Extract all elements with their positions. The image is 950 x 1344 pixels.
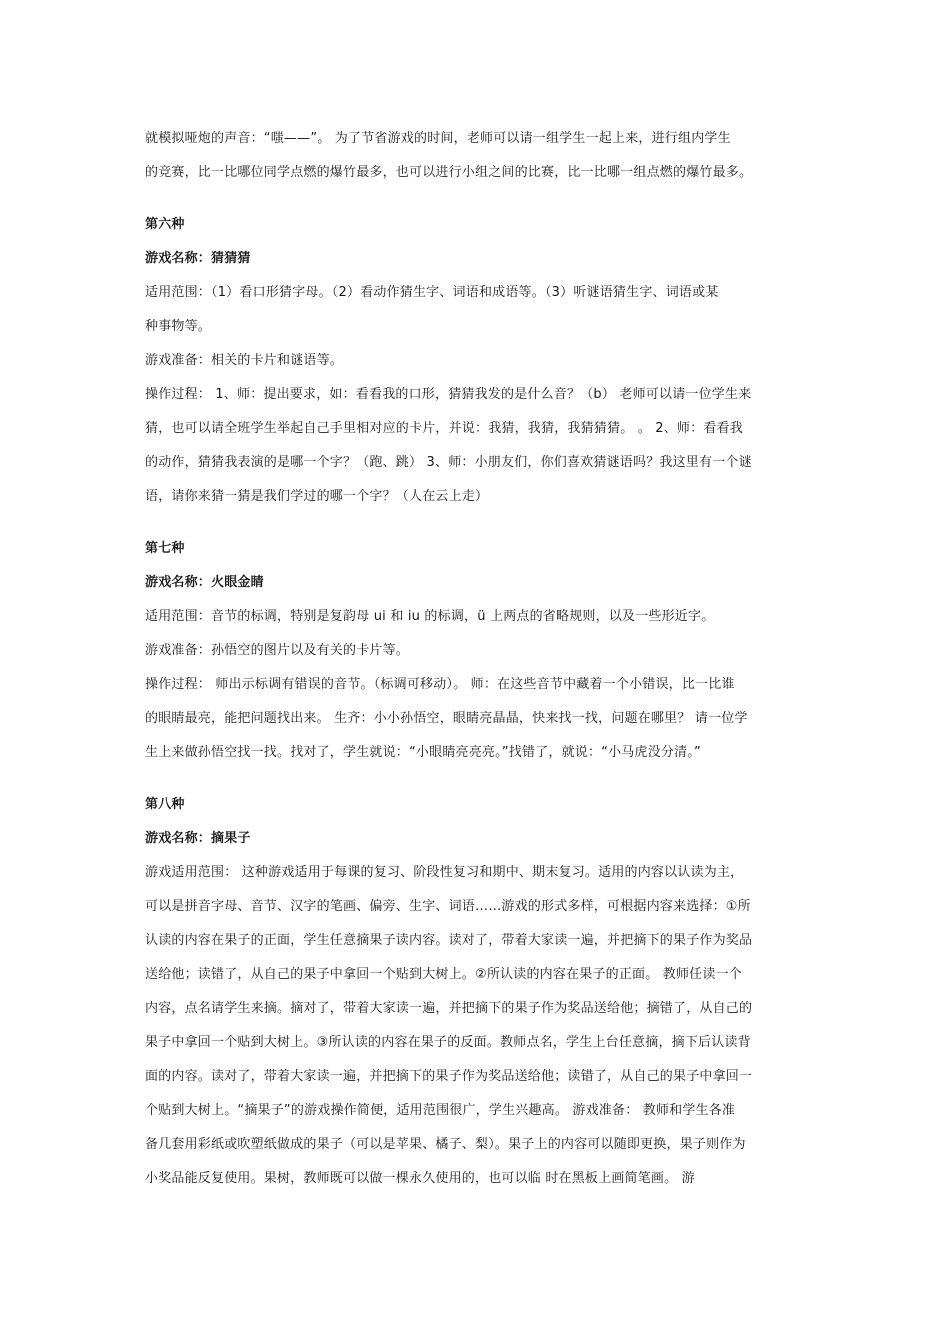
paragraph-line: 面的内容。读对了，带着大家读一遍，并把摘下的果子作为奖品送给他；读错了，从自己的果子中拿回一 [145, 1069, 753, 1084]
paragraph-line: 游戏准备：孙悟空的图片以及有关的卡片等。 [145, 643, 410, 658]
paragraph-line: 生上来做孙悟空找一找。找对了，学生就说：“小眼睛亮亮亮。”找错了，就说：“小马虎没分清。” [145, 745, 701, 760]
spacer [145, 770, 810, 788]
paragraph-line: 可以是拼音字母、音节、汉字的笔画、偏旁、生字、词语……游戏的形式多样，可根据内容来选择：①所 [145, 899, 751, 914]
paragraph-line: 备几套用彩纸或吹塑纸做成的果子（可以是苹果、橘子、梨）。果子上的内容可以随即更换，果子则作为 [145, 1137, 746, 1152]
paragraph-line: 就模拟哑炮的声音：“嗤——”。 为了节省游戏的时间，老师可以请一组学生一起上来，进行组内学生 [145, 131, 731, 146]
paragraph-line: 适用范围：音节的标调，特别是复韵母 ui 和 iu 的标调，ü 上两点的省略规则，以及一些形近字。 [145, 609, 715, 624]
section-heading: 第六种 [145, 217, 185, 232]
paragraph-line: 送给他；读错了，从自己的果子中拿回一个贴到大树上。②所认读的内容在果子的正面。 教师任读一个 [145, 967, 742, 982]
paragraph-line: 语，请你来猜一猜是我们学过的哪一个字？（人在云上走） [145, 489, 489, 504]
paragraph-line: 的动作，猜猜我表演的是哪一个字？（跑、跳） 3、师：小朋友们，你们喜欢猜谜语吗？我这里有一个谜 [145, 455, 752, 470]
paragraph-line: 游戏适用范围： 这种游戏适用于每课的复习、阶段性复习和期中、期末复习。适用的内容以认读为主， [145, 865, 744, 880]
spacer [145, 514, 810, 532]
spacer [145, 190, 810, 208]
paragraph-line: 内容，点名请学生来摘。摘对了，带着大家读一遍，并把摘下的果子作为奖品送给他；摘错了，从自己的 [145, 1001, 753, 1016]
section-heading: 第七种 [145, 541, 185, 556]
paragraph-line: 个贴到大树上。“摘果子”的游戏操作简便，适用范围很广，学生兴趣高。 游戏准备： 教师和学生各准 [145, 1103, 736, 1118]
paragraph-line: 猜，也可以请全班学生举起自己手里相对应的卡片，并说：我猜，我猜，我猜猜猜。 。 2、师：看看我 [145, 421, 743, 436]
paragraph-line: 操作过程： 1、师：提出要求，如：看看我的口形，猜猜我发的是什么音？（b） 老师可以请一位学生来 [145, 387, 752, 402]
paragraph-line: 适用范围：（1）看口形猜字母。（2）看动作猜生字、词语和成语等。（3）听谜语猜生字、词语或某 [145, 285, 719, 300]
game-name: 游戏名称：猜猜猜 [145, 251, 251, 266]
paragraph-line: 的眼睛最亮，能把问题找出来。 生齐：小小孙悟空，眼睛亮晶晶，快来找一找，问题在哪里？ 请一位学 [145, 711, 748, 726]
paragraph-line: 的竞赛，比一比哪位同学点燃的爆竹最多，也可以进行小组之间的比赛，比一比哪一组点燃的爆竹最多。 [145, 165, 753, 180]
paragraph-line: 游戏准备：相关的卡片和谜语等。 [145, 353, 344, 368]
document-page [145, 122, 810, 1196]
paragraph-line: 认读的内容在果子的正面，学生任意摘果子读内容。读对了，带着大家读一遍，并把摘下的果子作为奖品 [145, 933, 753, 948]
paragraph-line: 操作过程： 师出示标调有错误的音节。（标调可移动）。 师：在这些音节中藏着一个小错误，比一比谁 [145, 677, 735, 692]
paragraph-line: 小奖品能反复使用。果树，教师既可以做一棵永久使用的，也可以临 时在黑板上画简笔画。 游 [145, 1171, 695, 1186]
section-heading: 第八种 [145, 797, 185, 812]
paragraph-line: 果子中拿回一个贴到大树上。③所认读的内容在果子的反面。教师点名，学生上台任意摘，摘下后认读背 [145, 1035, 751, 1050]
paragraph-line: 种事物等。 [145, 319, 212, 334]
game-name: 游戏名称：摘果子 [145, 831, 251, 846]
game-name: 游戏名称：火眼金睛 [145, 575, 264, 590]
